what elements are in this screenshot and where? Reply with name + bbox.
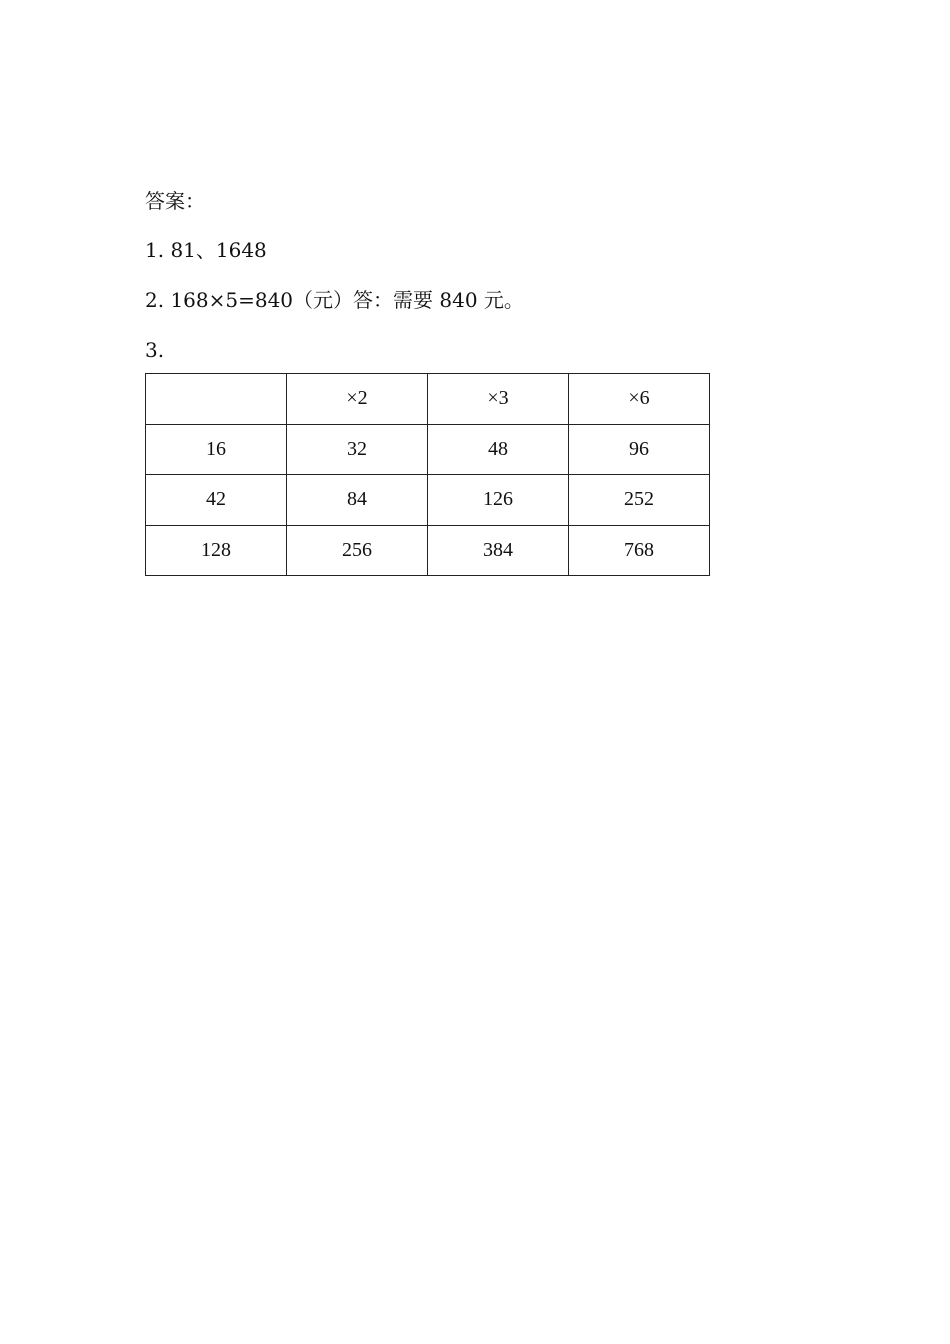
multiplication-table [145,373,710,576]
answer-3-label: 3. [145,338,165,362]
answer-2: 2. 168×5=840（元）答：需要 840 元。 [145,288,524,312]
table-header-row [146,374,710,425]
table-cell: 84 [287,475,428,526]
table-cell: 384 [428,525,569,576]
table-cell: 32 [287,424,428,475]
table-cell: 128 [146,525,287,576]
table-cell: 96 [569,424,710,475]
table-cell: 42 [146,475,287,526]
table-cell: 126 [428,475,569,526]
table-cell: 252 [569,475,710,526]
table-header-cell [146,374,287,425]
table-cell: 48 [428,424,569,475]
table-header-cell: ×3 [428,374,569,425]
answer-1: 1. 81、1648 [145,238,267,262]
table-header-cell: ×6 [569,374,710,425]
table-row [146,424,710,475]
table-cell: 768 [569,525,710,576]
table-row [146,475,710,526]
answers-heading: 答案： [145,189,205,213]
table-header-cell: ×2 [287,374,428,425]
table-cell: 16 [146,424,287,475]
table-cell: 256 [287,525,428,576]
table-row [146,525,710,576]
